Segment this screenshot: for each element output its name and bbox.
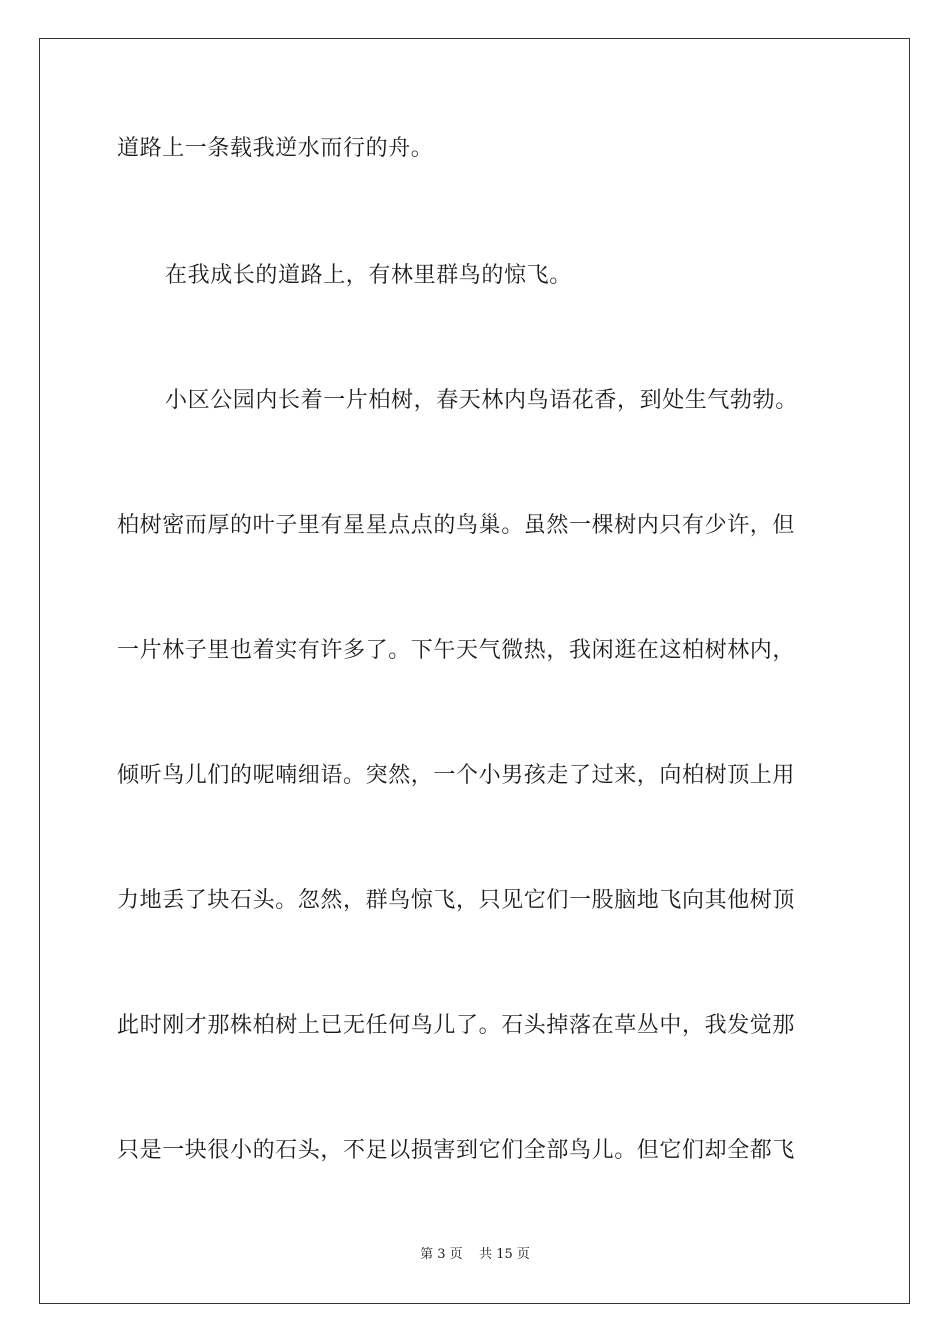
page-border bbox=[39, 38, 910, 1304]
text-line-7: 力地丢了块石头。忽然，群鸟惊飞，只见它们一股脑地飞向其他树顶 bbox=[117, 888, 796, 913]
text-line-3: 小区公园内长着一片柏树，春天林内鸟语花香，到处生气勃勃。 bbox=[165, 388, 798, 413]
text-line-6: 倾听鸟儿们的呢喃细语。突然，一个小男孩走了过来，向柏树顶上用 bbox=[117, 763, 796, 788]
text-line-1: 道路上一条载我逆水而行的舟。 bbox=[117, 136, 434, 161]
text-line-5: 一片林子里也着实有许多了。下午天气微热，我闲逛在这柏树林内， bbox=[117, 638, 796, 663]
page-number: 第 3 页 共 15 页 bbox=[420, 1247, 530, 1262]
text-line-9: 只是一块很小的石头，不足以损害到它们全部鸟儿。但它们却全都飞 bbox=[117, 1138, 796, 1163]
text-line-4: 柏树密而厚的叶子里有星星点点的鸟巢。虽然一棵树内只有少许，但 bbox=[117, 513, 796, 538]
text-line-8: 此时刚才那株柏树上已无任何鸟儿了。石头掉落在草丛中，我发觉那 bbox=[117, 1013, 796, 1038]
text-line-2: 在我成长的道路上，有林里群鸟的惊飞。 bbox=[165, 263, 572, 288]
